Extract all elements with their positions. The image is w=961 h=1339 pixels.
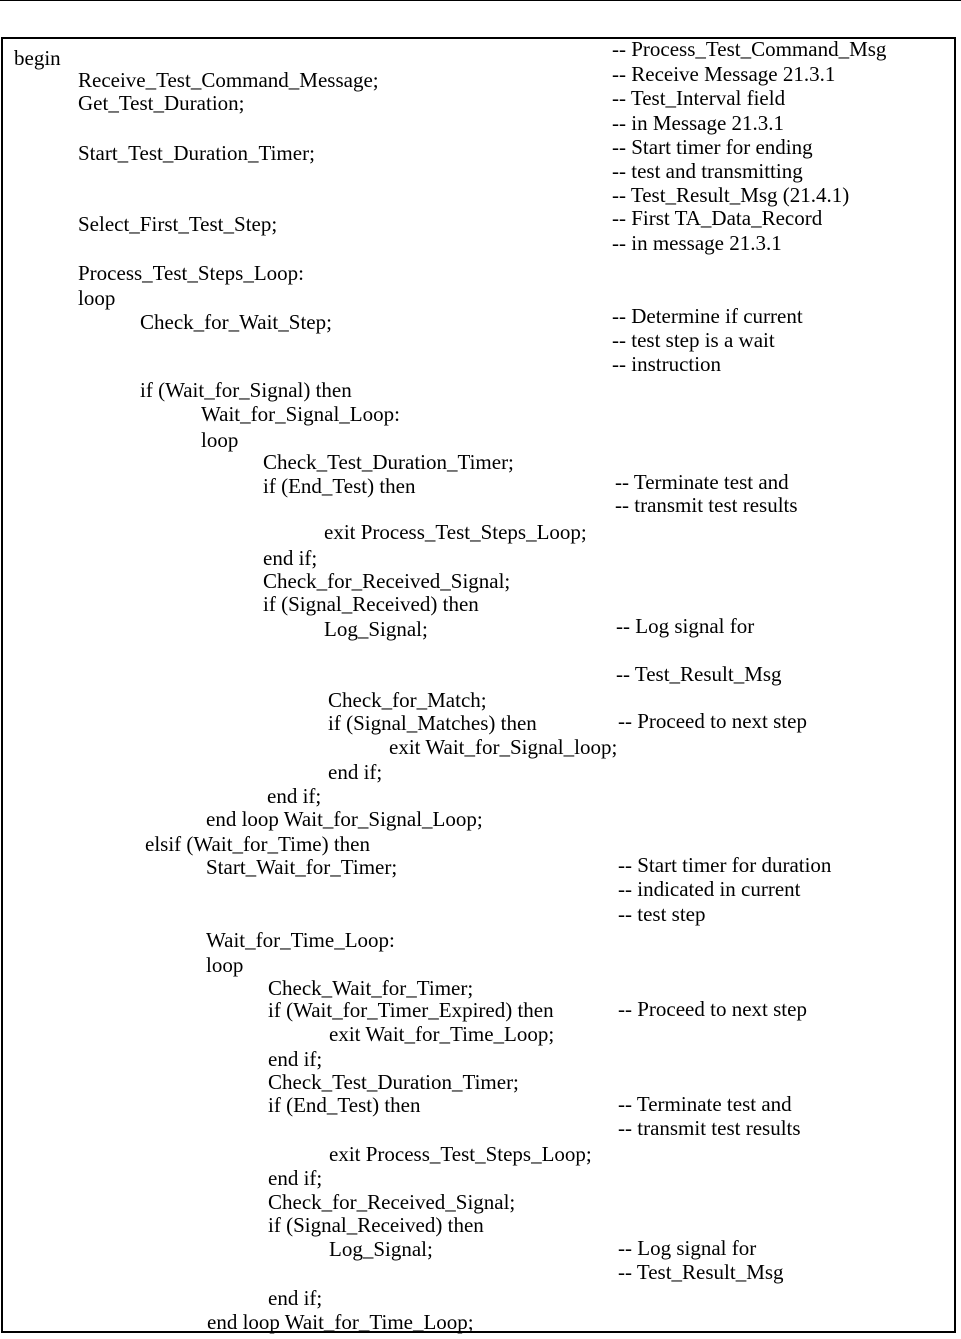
code-line: Start_Wait_for_Timer; bbox=[206, 855, 398, 879]
code-line: if (Wait_for_Signal) then bbox=[140, 378, 352, 402]
top-rule bbox=[0, 0, 961, 1]
code-comment: -- test step bbox=[618, 902, 706, 926]
code-line: end if; bbox=[267, 784, 322, 808]
code-line: end if; bbox=[328, 760, 383, 784]
code-line: loop bbox=[206, 953, 244, 977]
code-line: Check_for_Received_Signal; bbox=[263, 569, 511, 593]
code-line: Log_Signal; bbox=[324, 617, 428, 641]
code-line: if (End_Test) then bbox=[268, 1093, 421, 1117]
code-line: exit Process_Test_Steps_Loop; bbox=[324, 520, 587, 544]
code-line: Get_Test_Duration; bbox=[78, 91, 245, 115]
code-comment: -- First TA_Data_Record bbox=[612, 206, 823, 230]
code-comment: -- Start timer for ending bbox=[612, 135, 813, 159]
code-line: Check_Wait_for_Timer; bbox=[268, 976, 474, 1000]
code-line: if (Signal_Matches) then bbox=[328, 711, 537, 735]
code-line: exit Wait_for_Signal_loop; bbox=[389, 735, 618, 759]
code-line: Check_Test_Duration_Timer; bbox=[268, 1070, 519, 1094]
code-line: end if; bbox=[263, 546, 318, 570]
code-line: end if; bbox=[268, 1047, 323, 1071]
code-line: end loop Wait_for_Signal_Loop; bbox=[206, 807, 483, 831]
code-comment: -- instruction bbox=[612, 352, 722, 376]
code-comment: -- test step is a wait bbox=[612, 328, 775, 352]
code-comment: -- Test_Result_Msg bbox=[618, 1260, 784, 1284]
code-line: Check_for_Wait_Step; bbox=[140, 310, 332, 334]
code-line: end loop Wait_for_Time_Loop; bbox=[207, 1310, 474, 1334]
code-line: Select_First_Test_Step; bbox=[78, 212, 278, 236]
code-comment: -- in message 21.3.1 bbox=[612, 231, 782, 255]
code-comment: -- indicated in current bbox=[618, 877, 801, 901]
code-line: Process_Test_Steps_Loop: bbox=[78, 261, 305, 285]
code-line: end if; bbox=[268, 1166, 323, 1190]
code-comment: -- Test_Result_Msg (21.4.1) bbox=[612, 183, 850, 207]
code-comment: -- transmit test results bbox=[618, 1116, 801, 1140]
code-comment: -- Determine if current bbox=[612, 304, 803, 328]
code-comment: -- test and transmitting bbox=[612, 159, 803, 183]
code-line: Wait_for_Time_Loop: bbox=[206, 928, 395, 952]
code-line: if (End_Test) then bbox=[263, 474, 416, 498]
code-comment: -- transmit test results bbox=[615, 493, 798, 517]
code-line: end if; bbox=[268, 1286, 323, 1310]
code-comment: -- in Message 21.3.1 bbox=[612, 111, 785, 135]
code-line: if (Signal_Received) then bbox=[268, 1213, 484, 1237]
code-comment: -- Proceed to next step bbox=[618, 709, 807, 733]
code-line: exit Wait_for_Time_Loop; bbox=[329, 1022, 555, 1046]
code-line: if (Signal_Received) then bbox=[263, 592, 479, 616]
code-line: loop bbox=[201, 428, 239, 452]
code-comment: -- Log signal for bbox=[616, 614, 755, 638]
code-comment: -- Test_Interval field bbox=[612, 86, 786, 110]
code-comment: -- Process_Test_Command_Msg bbox=[612, 37, 887, 61]
code-line: if (Wait_for_Timer_Expired) then bbox=[268, 998, 554, 1022]
code-line: Start_Test_Duration_Timer; bbox=[78, 141, 315, 165]
code-line: Check_for_Received_Signal; bbox=[268, 1190, 516, 1214]
code-line: Check_Test_Duration_Timer; bbox=[263, 450, 514, 474]
code-comment: -- Log signal for bbox=[618, 1236, 757, 1260]
code-comment: -- Terminate test and bbox=[615, 470, 789, 494]
code-line: Receive_Test_Command_Message; bbox=[78, 68, 379, 92]
code-line: Wait_for_Signal_Loop: bbox=[201, 402, 400, 426]
code-line: loop bbox=[78, 286, 116, 310]
code-line: Log_Signal; bbox=[329, 1237, 433, 1261]
code-comment: -- Terminate test and bbox=[618, 1092, 792, 1116]
code-comment: -- Start timer for duration bbox=[618, 853, 832, 877]
code-line: Check_for_Match; bbox=[328, 688, 487, 712]
code-line: exit Process_Test_Steps_Loop; bbox=[329, 1142, 592, 1166]
code-comment: -- Test_Result_Msg bbox=[616, 662, 782, 686]
code-line: begin bbox=[14, 46, 61, 70]
code-comment: -- Proceed to next step bbox=[618, 997, 807, 1021]
code-comment: -- Receive Message 21.3.1 bbox=[612, 62, 836, 86]
code-line: elsif (Wait_for_Time) then bbox=[145, 832, 370, 856]
